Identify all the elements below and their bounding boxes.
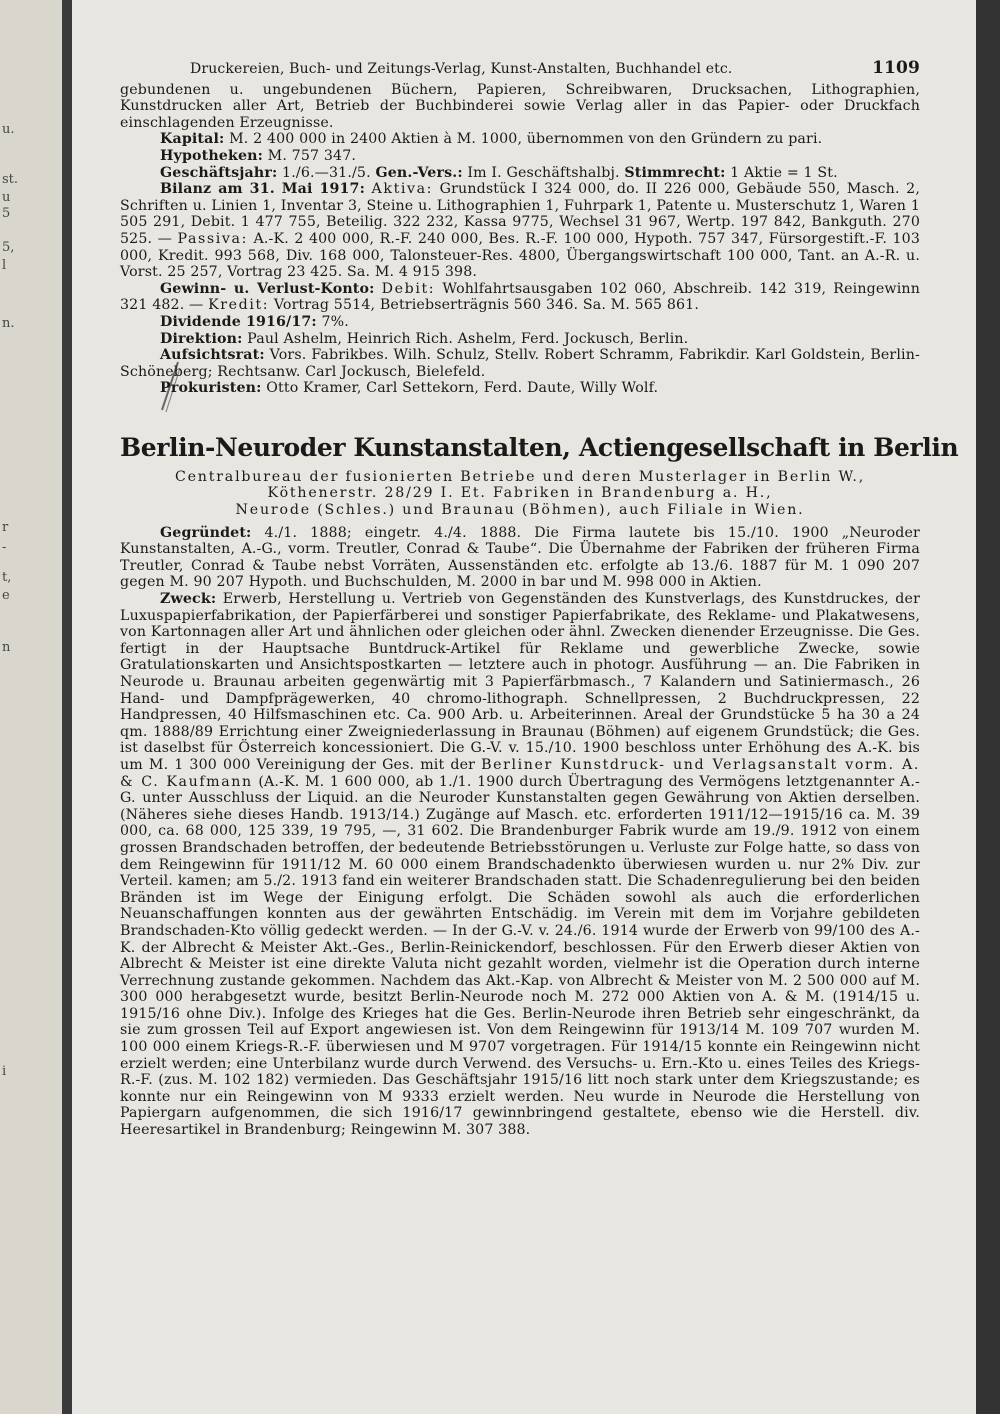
- margin-fragment: u: [2, 190, 11, 205]
- page-content: [120, 58, 959, 1139]
- margin-fragment: 5,: [2, 240, 15, 255]
- geschaeftsjahr-paragraph: [120, 165, 920, 182]
- margin-fragment: -: [2, 540, 7, 555]
- zweck-spaced-company: Berliner Kunstdruck- und Verlagsanstalt vorm. A. & C. Kaufmann: [120, 756, 920, 790]
- prokuristen-text: Otto Kramer, Carl Settekorn, Ferd. Daute, Willy Wolf.: [266, 380, 659, 397]
- hypotheken-text: M. 757 347.: [267, 147, 357, 164]
- adjacent-page-strip: [0, 0, 62, 1414]
- prokuristen-paragraph: [120, 380, 920, 397]
- company-subtitle-line-3: Neurode (Schles.) und Braunau (Böhmen), auch Filiale in Wien.: [235, 502, 805, 519]
- bilanz-paragraph: [120, 181, 920, 281]
- zweck-paragraph: [120, 591, 920, 1139]
- margin-fragment: 5: [2, 206, 11, 221]
- direktion-label: Direktion:: [160, 330, 243, 347]
- zweck-label: Zweck:: [160, 591, 217, 608]
- margin-fragment: st.: [2, 172, 19, 187]
- guv-paragraph: [120, 281, 920, 314]
- geschaeftsjahr-label: Geschäftsjahr:: [160, 164, 278, 181]
- hypotheken-label: Hypotheken:: [160, 147, 263, 164]
- guv-debit-text: Wohlfahrtsausgaben 102 060, Abschreib. 142 319, Reingewinn 321 482. —: [120, 280, 920, 314]
- entry-berlin-neuroder: [120, 432, 959, 1139]
- kredit-label: Kredit:: [208, 297, 270, 314]
- running-title: Druckereien, Buch- und Zeitungs-Verlag, Kunst-Anstalten, Buchhandel etc.: [190, 61, 733, 77]
- dividende-paragraph: [120, 314, 920, 331]
- genvers-text: Im I. Geschäftshalbj.: [467, 164, 620, 181]
- zweck-text: Erwerb, Herstellung u. Vertrieb von Gegenständen des Kunstverlags, des Kunstdruckes, der Luxuspapierfabrikation, der Papierfärberei und sonstiger Papierfabrikate, des Reklame- und Plakatwesens, von Kartonnagen aller Art und ähnlichen oder gleichen oder ähnl. Zwecken dienender Erzeugnisse. Die Ges. fertigt in der Hauptsache Buntdruck-Artikel für Reklame und gewerbliche Zwecke, sowie Gratulationskarten und Ansichtspostkarten — letztere auch in photogr. Ausführung — an. Die Fabriken in Neurode u. Braunau arbeiten gegenwärtig mit 3 Papierfärbmasch., 7 Kalandern und Satiniermasch., 26 Hand- und Dampfprägewerken, 40 chromo-lithograph. Schnellpressen, 2 Buchdruckpressen, 22 Handpressen, 40 Hilfsmaschinen etc. Ca. 900 Arb. u. Arbeiterinnen. Areal der Grundstücke 5 ha 30 a 24 qm. 1888/89 Errichtung einer Zweigniederlassung in Braunau (Böhmen) auf eigenem Grundstück; die Ges. ist daselbst für Österreich koncessioniert. Die G.-V. v. 15./10. 1900 beschloss unter Erhöhung des A.-K. bis um M. 1 300 000 Vereinigung der Ges. mit der: [120, 591, 920, 773]
- bilanz-aktiva-text: Grundstück I 324 000, do. II 226 000, Gebäude 550, Masch. 2, Schriften u. Linien 1, Inventar 3, Steine u. Lithographien 1, Fuhrpark 1, Patente u. Musterschutz 1, Waren 1 505 291, Debit. 1 477 755, Beteilig. 322 232, Kassa 9775, Wechsel 31 967, Wertp. 197 842, Bankguth. 270 525. —: [120, 181, 920, 247]
- geschaeftsjahr-text: 1./6.—31./5.: [282, 164, 371, 181]
- kapital-label: Kapital:: [160, 131, 225, 148]
- stimmrecht-text: 1 Aktie = 1 St.: [730, 164, 838, 181]
- aktiva-label: Aktiva:: [371, 181, 434, 198]
- margin-fragment: i: [2, 1064, 7, 1079]
- aufsichtsrat-label: Aufsichtsrat:: [160, 347, 265, 364]
- company-purpose-continued: gebundenen u. ungebundenen Büchern, Papieren, Schreibwaren, Drucksachen, Lithographien, Kunstdrucken aller Art, Betrieb der Buchbinderei sowie Verlag aller in das Papier- oder Druckfach einschlagenden Erzeugnisse.: [120, 81, 920, 131]
- aufsichtsrat-text: Vors. Fabrikbes. Wilh. Schulz, Stellv. Robert Schramm, Fabrikdir. Karl Goldstein, Berlin-Schöneberg; Rechtsanw. Carl Jockusch, Bielefeld.: [120, 347, 920, 380]
- bilanz-passiva-text: A.-K. 2 400 000, R.-F. 240 000, Bes. R.-F. 100 000, Hypoth. 757 347, Fürsorgestift.-F. 103 000, Kredit. 993 568, Div. 168 000, Talonsteuer-Res. 4800, Übergangswirtschaft 100 000, Tant. an A.-R. u. Vorst. 25 257, Vortrag 23 425. Sa. M. 4 915 398.: [120, 230, 920, 281]
- book-gutter: [62, 0, 72, 1414]
- company-subtitle-line-1: Centralbureau der fusionierten Betriebe und deren Musterlager in Berlin W.,: [174, 468, 866, 485]
- margin-fragment: l: [2, 258, 7, 273]
- dividende-label: Dividende 1916/17:: [160, 313, 317, 330]
- margin-fragment: e: [2, 588, 10, 603]
- running-header: [120, 60, 920, 78]
- margin-fragment: n.: [2, 316, 15, 331]
- margin-fragment: u.: [2, 122, 15, 137]
- margin-fragment: n: [2, 640, 11, 655]
- passiva-label: Passiva:: [177, 230, 248, 247]
- page-number: 1109: [872, 58, 920, 78]
- gegruendet-label: Gegründet:: [160, 524, 252, 541]
- kapital-text: M. 2 400 000 in 2400 Aktien à M. 1000, übernommen von den Gründern zu pari.: [229, 131, 823, 148]
- scan-right-edge: [976, 0, 1000, 1414]
- stimmrecht-label: Stimmrecht:: [624, 164, 726, 181]
- margin-fragment: r: [2, 520, 9, 535]
- genvers-label: Gen.-Vers.:: [375, 164, 463, 181]
- gegruendet-paragraph: [120, 525, 920, 591]
- margin-fragment: t,: [2, 570, 12, 585]
- bilanz-label: Bilanz am 31. Mai 1917:: [160, 181, 365, 198]
- kapital-paragraph: [120, 131, 920, 148]
- gegruendet-text: 4./1. 1888; eingetr. 4./4. 1888. Die Firma lautete bis 15./10. 1900 „Neuroder Kunstanstalten, A.-G., vorm. Treutler, Conrad & Taube“. Die Übernahme der Fabriken der früheren Firma Treutler, Conrad & Taube nebst Vorräten, Aussenständen etc. erfolgte ab 13./6. 1887 für M. 1 090 207 gegen M. 90 207 Hypoth. und Buchschulden, M. 2000 in bar und M. 998 000 in Aktien.: [120, 524, 920, 591]
- company-subtitle-line-2: Köthenerstr. 28/29 I. Et. Fabriken in Brandenburg a. H.,: [267, 485, 773, 502]
- scanned-page: [72, 0, 976, 1414]
- direktion-text: Paul Ashelm, Heinrich Rich. Ashelm, Ferd. Jockusch, Berlin.: [247, 330, 689, 347]
- aufsichtsrat-paragraph: [120, 347, 920, 380]
- dividende-text: 7%.: [321, 313, 349, 330]
- hypotheken-paragraph: [120, 148, 920, 165]
- guv-label: Gewinn- u. Verlust-Konto:: [160, 280, 375, 297]
- direktion-paragraph: [120, 331, 920, 348]
- guv-kredit-text: Vortrag 5514, Betriebserträgnis 560 346. Sa. M. 565 861.: [273, 297, 700, 314]
- prokuristen-label: Prokuristen:: [160, 380, 262, 397]
- zweck-text-continued: (A.-K. M. 1 600 000, ab 1./1. 1900 durch Übertragung des Vermögens letztgenannter A.-G. unter Ausschluss der Liquid. an die Neuroder Kunstanstalten gegen Gewährung von Aktien derselben. (Näheres siehe dieses Handb. 1913/14.) Zugänge auf Masch. etc. erforderten 1911/12—1915/16 ca. M. 39 000, ca. 68 000, 125 339, 19 795, —, 31 602. Die Brandenburger Fabrik wurde am 19./9. 1912 von einem grossen Brandschaden betroffen, der bedeutende Betriebsstörungen u. Verluste zur Folge hatte, so dass von dem Reingewinn für 1911/12 M. 60 000 einem Brandschadenkto überwiesen wurden u. nur 2% Div. zur Verteil. kamen; am 5./2. 1913 fand ein weiterer Brandschaden statt. Die Schadenregulierung bei den beiden Bränden ist im Wege der Einigung erfolgt. Die Schäden sowohl als auch die erforderlichen Neuanschaffungen konnten aus der gewährten Entschädig. im Verein mit dem im Vorjahre gebildeten Brandschaden-Kto völlig gedeckt werden. — In der G.-V. v. 24./6. 1914 wurde der Erwerb von 99/100 des A.-K. der Albrecht & Meister Akt.-Ges., Berlin-Reinickendorf, beschlossen. Für den Erwerb dieser Aktien von Albrecht & Meister ist eine direkte Valuta nicht gezahlt worden, vielmehr ist die Operation durch interne Verrechnung zustande gekommen. Nachdem das Akt.-Kap. von Albrecht & Meister von M. 2 500 000 auf M. 300 000 herabgesetzt wurde, besitzt Berlin-Neurode noch M. 272 000 Aktien von A. & M. (1914/15 u. 1915/16 ohne Div.). Infolge des Krieges hat die Ges. Berlin-Neurode ihren Betrieb sehr eingeschränkt, da sie zum grossen Teil auf Export angewiesen ist. Von dem Reingewinn für 1913/14 M. 109 707 wurden M. 100 000 einem Kriegs-R.-F. überwiesen und M 9707 vorgetragen. Für 1914/15 konnte ein Reingewinn nicht erzielt werden; eine Unterbilanz wurde durch Verwend. des Versuchs- u. Ern.-Kto u. eines Teiles des Kriegs-R.-F. (zus. M. 102 182) vermieden. Das Geschäftsjahr 1915/16 litt noch stark unter dem Kriegszustande; es konnte nur ein Reingewinn von M 9333 erzielt werden. Neu wurde in Neurode die Herstellung von Papiergarn aufgenommen, die sich 1916/17 gewinnbringend gestaltete, ebenso wie die Herstell. div. Heeresartikel in Brandenburg; Reingewinn M. 307 388.: [120, 773, 920, 1139]
- debit-label: Debit:: [381, 280, 436, 297]
- entry-previous-company: [120, 82, 920, 397]
- company-title: Berlin-Neuroder Kunstanstalten, Actiengesellschaft in Berlin: [120, 432, 959, 462]
